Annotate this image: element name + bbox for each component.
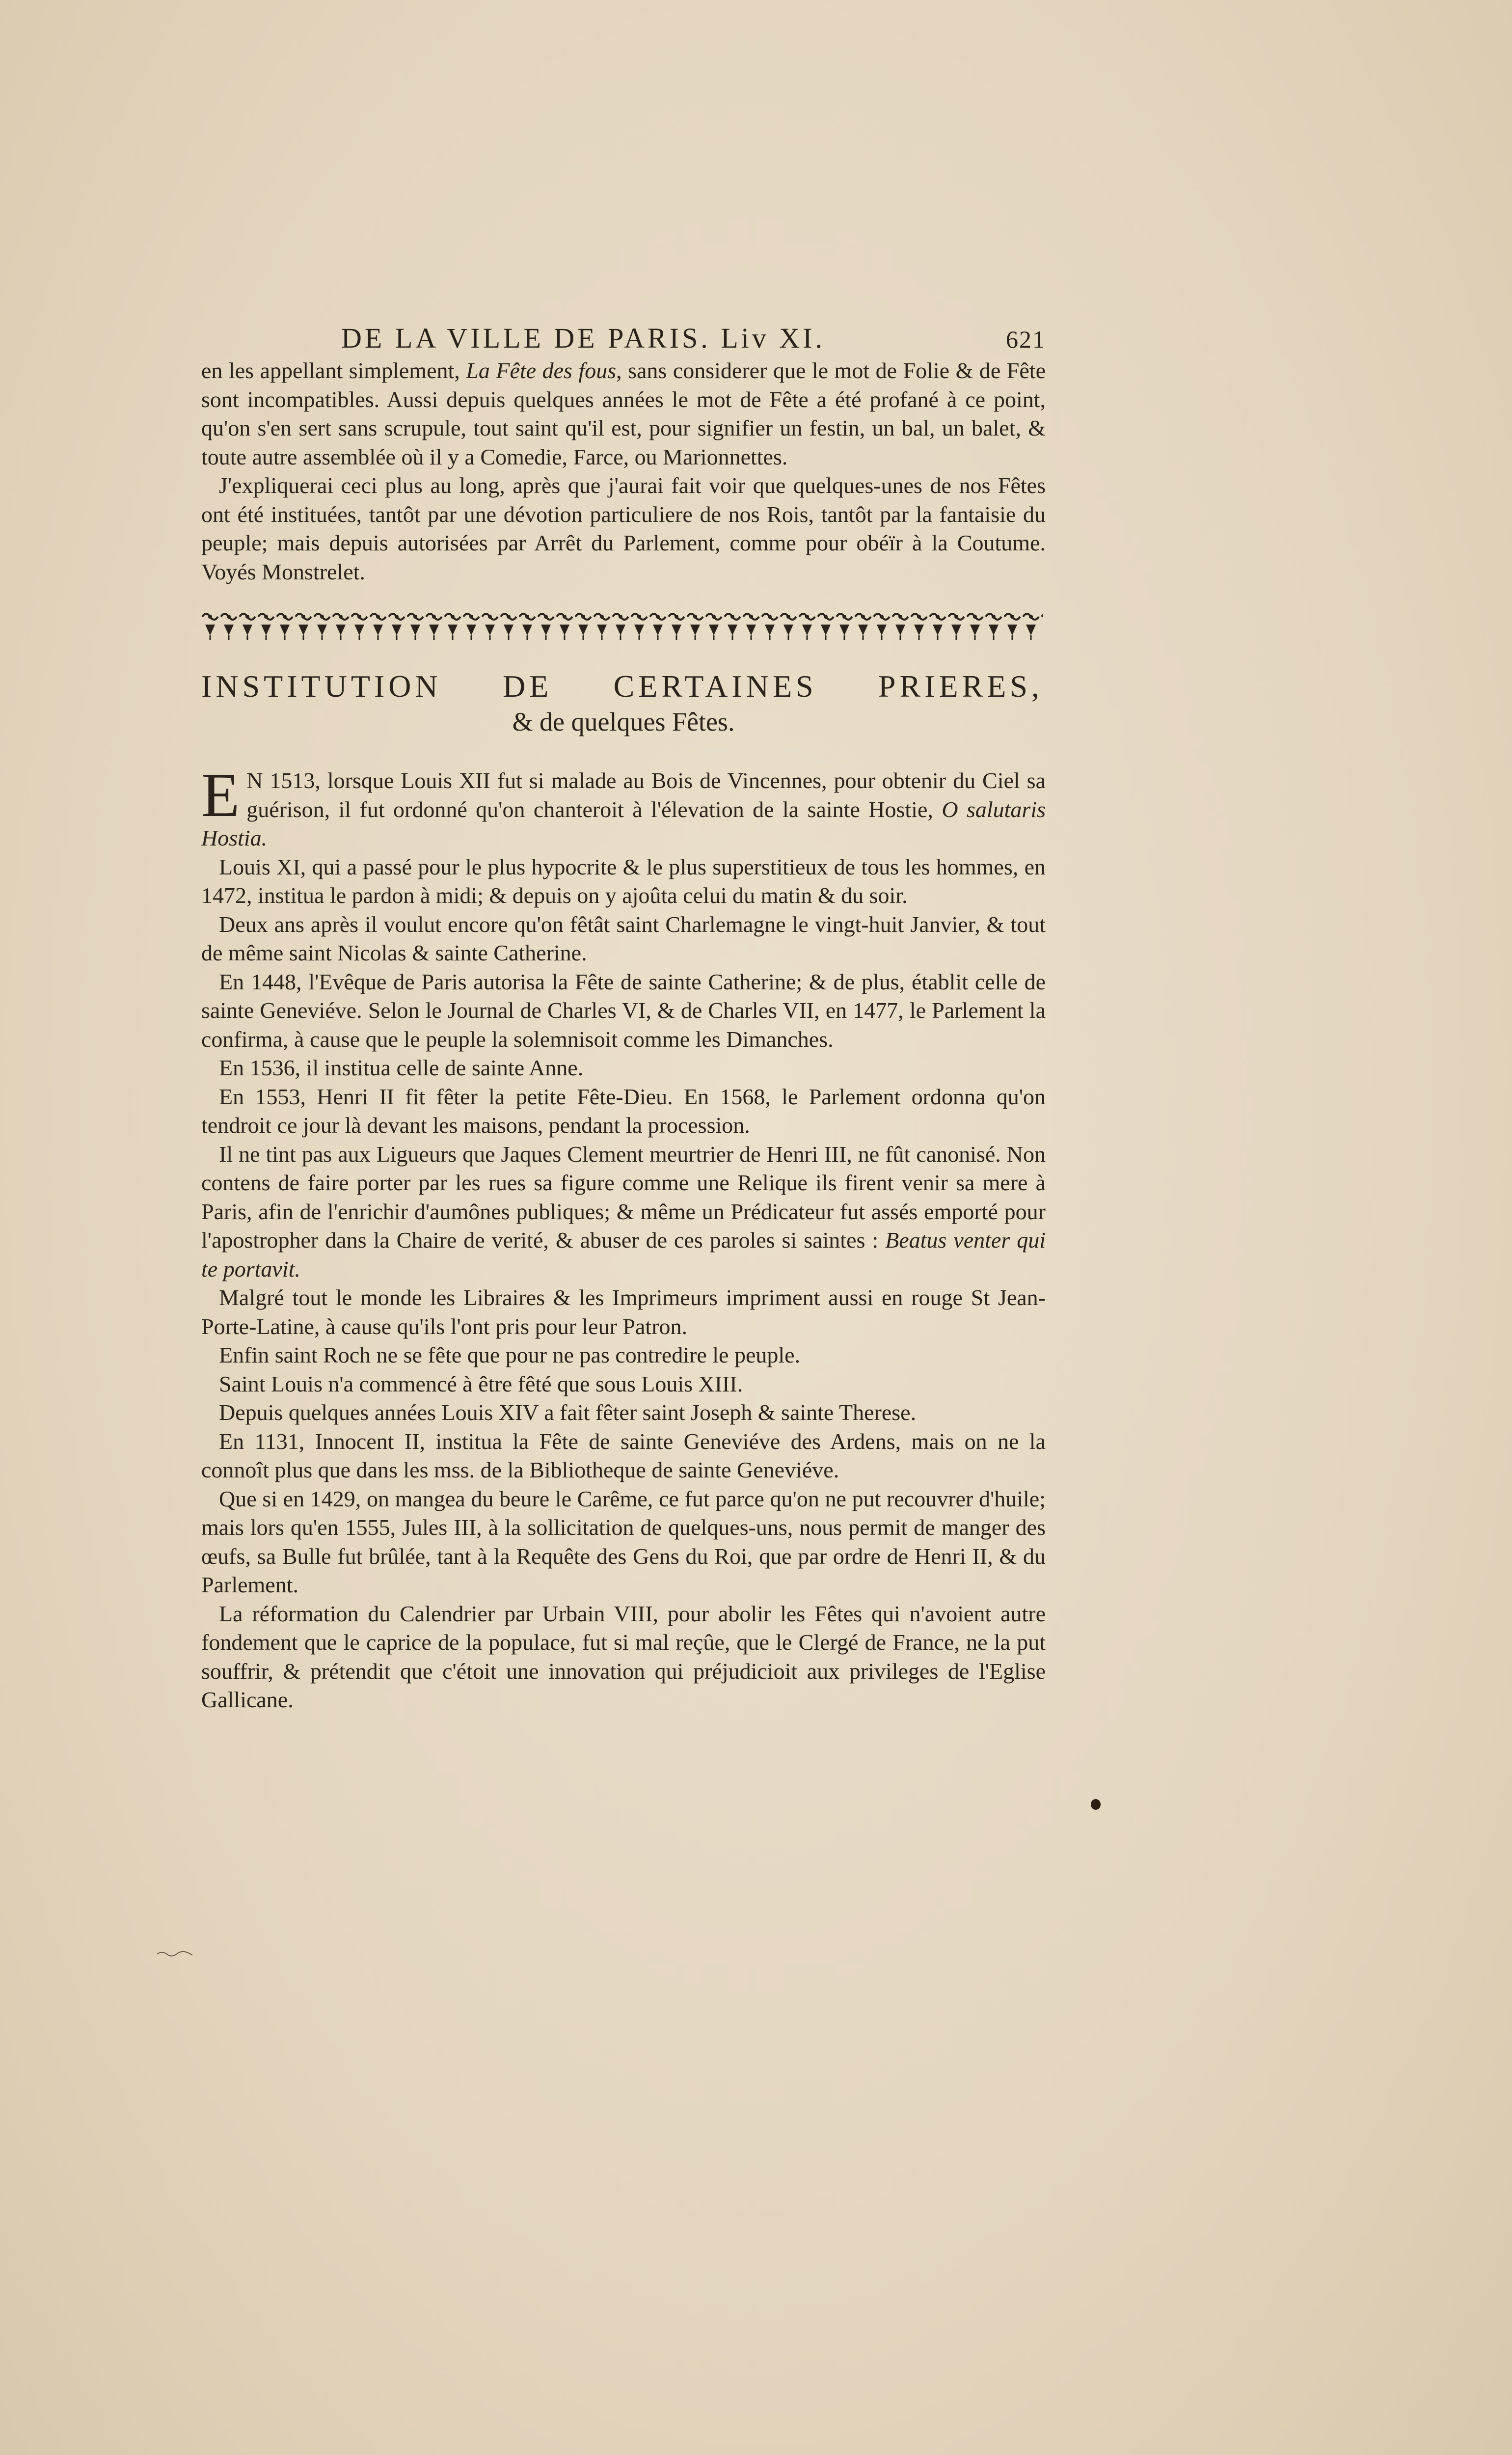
body-paragraph: En 1131, Innocent II, institua la Fête de sainte Geneviéve des Ardens, mais on ne la connoît plus que dans les mss. de la Bibliotheque de sainte Geneviéve. [201, 1428, 1046, 1482]
intro-paragraph: J'expliquerai ceci plus au long, après que j'aurai fait voir que quelques-unes de nos Fêtes ont été instituées, tantôt par une dévotion particuliere de nos Rois, tantôt par la fantaisie du peuple; mais depuis autorisées par Arrêt du Parlement, comme pour obéïr à la Coutume. Voyés Monstrelet. [201, 473, 1046, 584]
ornament-fleuron [948, 614, 964, 640]
ornament-fleuron [725, 614, 740, 640]
ornament-fleuron [594, 614, 610, 640]
body-paragraph: Depuis quelques années Louis XIV a fait fêter saint Joseph & sainte Therese. [219, 1400, 917, 1425]
intro-paragraph: en les appellant simplement, La Fête des fous, sans considerer que le mot de Folie & de Fête sont incompatibles. Aussi depuis quelques années le mot de Fête a été profané à ce point, qu'on s'en sert sans scrupule, tout saint qu'il est, pour signifier un festin, un bal, un balet, & toute autre assemblée où il y a Comedie, Farce, ou Marionnettes. [201, 358, 1046, 469]
ornament-fleuron [855, 614, 871, 640]
ornament-fleuron [986, 614, 1001, 640]
section-title-word: DE [502, 669, 553, 704]
ornament-fleuron [1023, 614, 1039, 640]
ornament-fleuron [258, 614, 274, 640]
ornament-fleuron [911, 614, 927, 640]
ornament-fleuron [370, 614, 386, 640]
page-number: 621 [1006, 326, 1046, 353]
ornament-fleuron [967, 614, 983, 640]
ornament-fleuron [650, 614, 666, 640]
body-paragraph: Louis XI, qui a passé pour le plus hypocrite & le plus superstitieux de tous les hommes, en 1472, institua le pardon à midi; & depuis on y ajoûta celui du matin & du soir. [201, 854, 1046, 908]
section-title-word: CERTAINES [613, 669, 817, 704]
ornament-fleuron [538, 614, 554, 640]
ornament-fleuron [240, 614, 255, 640]
body-paragraph: Enfin saint Roch ne se fête que pour ne pas contredire le peuple. [219, 1342, 801, 1367]
body-paragraph: En 1448, l'Evêque de Paris autorisa la Fête de sainte Catherine; & de plus, établit celle de sainte Geneviéve. Selon le Journal de Charles VI, & de Charles VII, en 1477, le Parlement la confirma, à cause que le peuple la solemnisoit comme les Dimanches. [201, 969, 1046, 1052]
section-title [201, 668, 1043, 705]
body-paragraph: Que si en 1429, on mangea du beure le Carême, ce fut parce qu'on ne put recouvrer d'huile; mais lors qu'en 1555, Jules III, à la sollicitation de quelques-uns, nous permit de manger des œufs, sa Bulle fut brûlée, tant à la Requête des Gens du Roi, que par ordre de Henri II, & du Parlement. [201, 1486, 1046, 1597]
typographic-ornament-band [201, 610, 1043, 644]
ornament-fleuron [1042, 614, 1043, 640]
body-paragraph: La réformation du Calendrier par Urbain VIII, pour abolir les Fêtes qui n'avoient autre fondement que le caprice de la populace, fut si mal reçûe, que le Clergé de France, ne la put souffrir, & prétendit que c'étoit une innovation qui préjudicioit aux privileges de l'Eglise Gallicane. [201, 1601, 1046, 1712]
ornament-fleuron [277, 614, 293, 640]
ornament-fleuron [407, 614, 423, 640]
ornament-fleuron [519, 614, 535, 640]
ornament-fleuron [426, 614, 442, 640]
italic-phrase: O salutaris Hostia. [201, 796, 1046, 850]
ornament-fleuron [762, 614, 778, 640]
ornament-fleuron [482, 614, 498, 640]
body-paragraph: En 1553, Henri II fit fêter la petite Fête-Dieu. En 1568, le Parlement ordonna qu'on tendroit ce jour là devant les maisons, pendant la procession. [201, 1084, 1046, 1138]
running-head-title: DE LA VILLE DE PARIS. Liv XI. [341, 322, 825, 354]
ornament-fleuron [501, 614, 516, 640]
body-paragraph: Il ne tint pas aux Ligueurs que Jaques Clement meurtrier de Henri III, ne fût canonisé. Non contens de faire porter par les rues sa figure comme une Relique ils firent venir sa mere à Paris, afin de l'enrichir d'aumônes publiques; & même un Prédicateur fut assés emporté pour l'apostropher dans la Chaire de verité, & abuser de ces paroles si saintes : Beatus venter qui te portavit. [201, 1141, 1046, 1282]
ornament-fleuron [892, 614, 908, 640]
ornament-fleuron [463, 614, 479, 640]
section-title-word: INSTITUTION [201, 669, 442, 704]
text-column [201, 322, 1046, 1715]
ornament-fleuron [706, 614, 722, 640]
stray-pen-mark [156, 1945, 195, 1958]
ornament-fleuron [557, 614, 572, 640]
ornament-fleuron [799, 614, 815, 640]
ornament-fleuron [687, 614, 703, 640]
first-paragraph: E N 1513, lorsque Louis XII fut si malade au Bois de Vincennes, pour obtenir du Ciel sa guérison, il fut ordonné qu'on chanteroit à l'élevation de la sainte Hostie, O salutaris Hostia. [201, 760, 1046, 850]
body-paragraph: Malgré tout le monde les Libraires & les Imprimeurs impriment aussi en rouge St Jean-Porte-Latine, à cause qu'ils l'ont pris pour leur Patron. [201, 1285, 1046, 1339]
ornament-fleuron [743, 614, 759, 640]
ornament-fleuron [613, 614, 628, 640]
running-head [201, 322, 1046, 355]
ornament-fleuron [631, 614, 647, 640]
ornament-fleuron [445, 614, 460, 640]
ornament-fleuron [296, 614, 311, 640]
ornament-fleuron [202, 614, 218, 640]
ornament-fleuron [874, 614, 890, 640]
italic-phrase: Beatus venter qui te portavit. [201, 1228, 1046, 1282]
section-title-word: PRIERES, [878, 669, 1043, 704]
ornament-fleuron [669, 614, 684, 640]
ornament-fleuron [1004, 614, 1020, 640]
ornament-fleuron [221, 614, 237, 640]
ornament-fleuron [333, 614, 349, 640]
ornament-fleuron [837, 614, 852, 640]
italic-phrase: La Fête des fous [466, 358, 617, 383]
ink-blot [1091, 1799, 1101, 1810]
body-paragraph: En 1536, il institua celle de sainte Anne. [219, 1055, 584, 1080]
ornament-fleuron [781, 614, 796, 640]
drop-cap: E [201, 760, 240, 830]
section-subtitle: & de quelques Fêtes. [512, 707, 735, 736]
ornament-fleuron [575, 614, 591, 640]
ornament-fleuron [389, 614, 405, 640]
ornament-fleuron [818, 614, 834, 640]
body-paragraph: Saint Louis n'a commencé à être fêté que sous Louis XIII. [219, 1371, 743, 1396]
body-paragraph: Deux ans après il voulut encore qu'on fêtât saint Charlemagne le vingt-huit Janvier, & tout de même saint Nicolas & sainte Catherine. [201, 911, 1046, 965]
ornament-fleuron [351, 614, 367, 640]
ornament-fleuron [930, 614, 945, 640]
ornament-fleuron [314, 614, 330, 640]
